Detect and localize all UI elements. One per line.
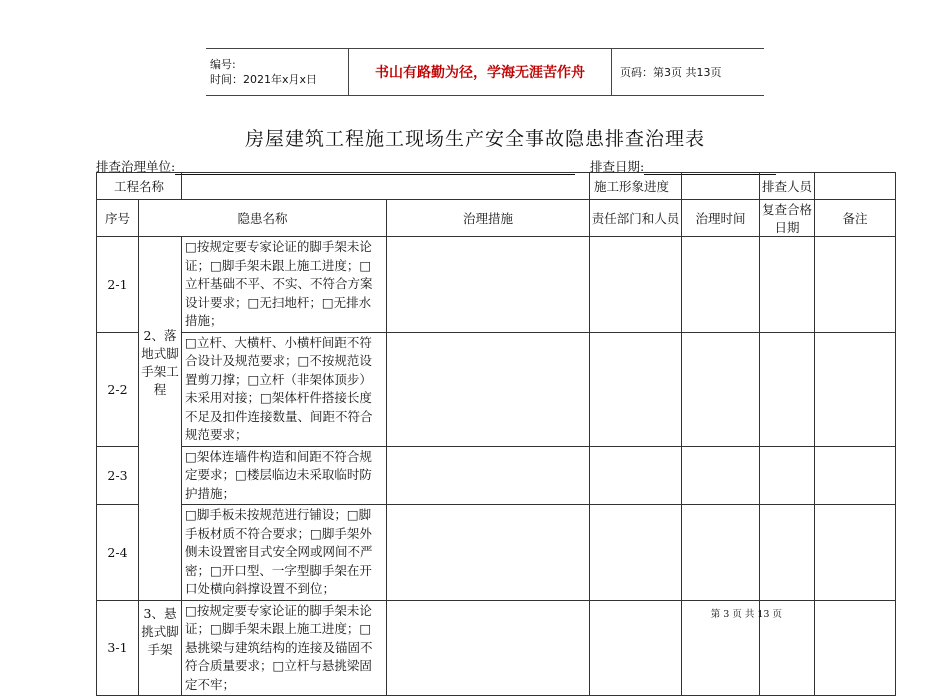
recheck-cell (760, 332, 815, 446)
date-label: 时间：2021年x月x日 (210, 73, 318, 86)
row-seq: 2-3 (97, 446, 139, 505)
remark-cell (815, 505, 896, 601)
time-cell (682, 237, 760, 333)
table-row (97, 505, 896, 601)
row-seq: 3-1 (97, 600, 139, 696)
project-name-value (182, 173, 590, 200)
unit-label: 排查治理单位: (96, 159, 176, 174)
recheck-cell (760, 237, 815, 333)
hazard-text: □按规定要专家论证的脚手架未论证；□脚手架未跟上施工进度；□悬挑梁与建筑结构的连接及锚固不符合质量要求；□立杆与悬挑梁固定不牢； (182, 600, 387, 696)
dept-cell (590, 237, 682, 333)
column-header-row (97, 200, 896, 237)
time-cell (682, 446, 760, 505)
measure-cell (387, 332, 590, 446)
page-title: 房屋建筑工程施工现场生产安全事故隐患排查治理表 (244, 128, 705, 150)
info-row (97, 173, 896, 200)
dept-cell (590, 505, 682, 601)
time-cell (682, 505, 760, 601)
dept-cell (590, 446, 682, 505)
category-cell: 2、落地式脚手架工程 (139, 237, 182, 601)
inspector-value (815, 173, 896, 200)
category-cell: 3、悬挑式脚手架 (139, 600, 182, 696)
table-row (97, 446, 896, 505)
remark-cell (815, 446, 896, 505)
remark-cell (815, 237, 896, 333)
dept-cell (590, 600, 682, 696)
inspection-date-label: 排查日期: (590, 159, 645, 174)
project-name-label: 工程名称 (97, 173, 182, 200)
col-recheck: 复查合格日期 (760, 200, 815, 237)
hazard-text: □按规定要专家论证的脚手架未论证；□脚手架未跟上施工进度；□立杆基础不平、不实、不符合方案设计要求；□无扫地杆；□无排水措施； (182, 237, 387, 333)
hazard-text: □架体连墙件构造和间距不符合规定要求；□楼层临边未采取临时防护措施； (182, 446, 387, 505)
row-seq: 2-1 (97, 237, 139, 333)
col-measure: 治理措施 (387, 200, 590, 237)
code-label: 编号: (210, 58, 236, 71)
table-row (97, 237, 896, 333)
row-seq: 2-2 (97, 332, 139, 446)
header-left-cell (206, 49, 349, 96)
recheck-cell (760, 446, 815, 505)
remark-cell (815, 600, 896, 696)
row-seq: 2-4 (97, 505, 139, 601)
page-footer: 第 3 页 共 13 页 (710, 609, 782, 620)
table-row (97, 332, 896, 446)
col-hazard: 隐患名称 (139, 200, 387, 237)
col-dept: 责任部门和人员 (590, 200, 682, 237)
hazard-text: □立杆、大横杆、小横杆间距不符合设计及规范要求；□不按规范设置剪刀撑；□立杆（非架体顶步）未采用对接；□架体杆件搭接长度不足及扣件连接数量、间距不符合规范要求； (182, 332, 387, 446)
measure-cell (387, 237, 590, 333)
hazard-text: □脚手板未按规范进行铺设；□脚手板材质不符合要求；□脚手架外侧未设置密目式安全网或网间不严密；□开口型、一字型脚手架在开口处横向斜撑设置不到位； (182, 505, 387, 601)
progress-label: 施工形象进度 (590, 173, 682, 200)
progress-value (682, 173, 760, 200)
dept-cell (590, 332, 682, 446)
header-page-info: 页码：第3页 共13页 (612, 49, 765, 96)
remark-cell (815, 332, 896, 446)
time-cell (682, 332, 760, 446)
col-time: 治理时间 (682, 200, 760, 237)
col-seq: 序号 (97, 200, 139, 237)
col-remark: 备注 (815, 200, 896, 237)
header-motto: 书山有路勤为径，学海无涯苦作舟 (349, 49, 612, 96)
inspector-label: 排查人员 (760, 173, 815, 200)
measure-cell (387, 446, 590, 505)
document-header (206, 48, 764, 96)
measure-cell (387, 600, 590, 696)
recheck-cell (760, 505, 815, 601)
measure-cell (387, 505, 590, 601)
